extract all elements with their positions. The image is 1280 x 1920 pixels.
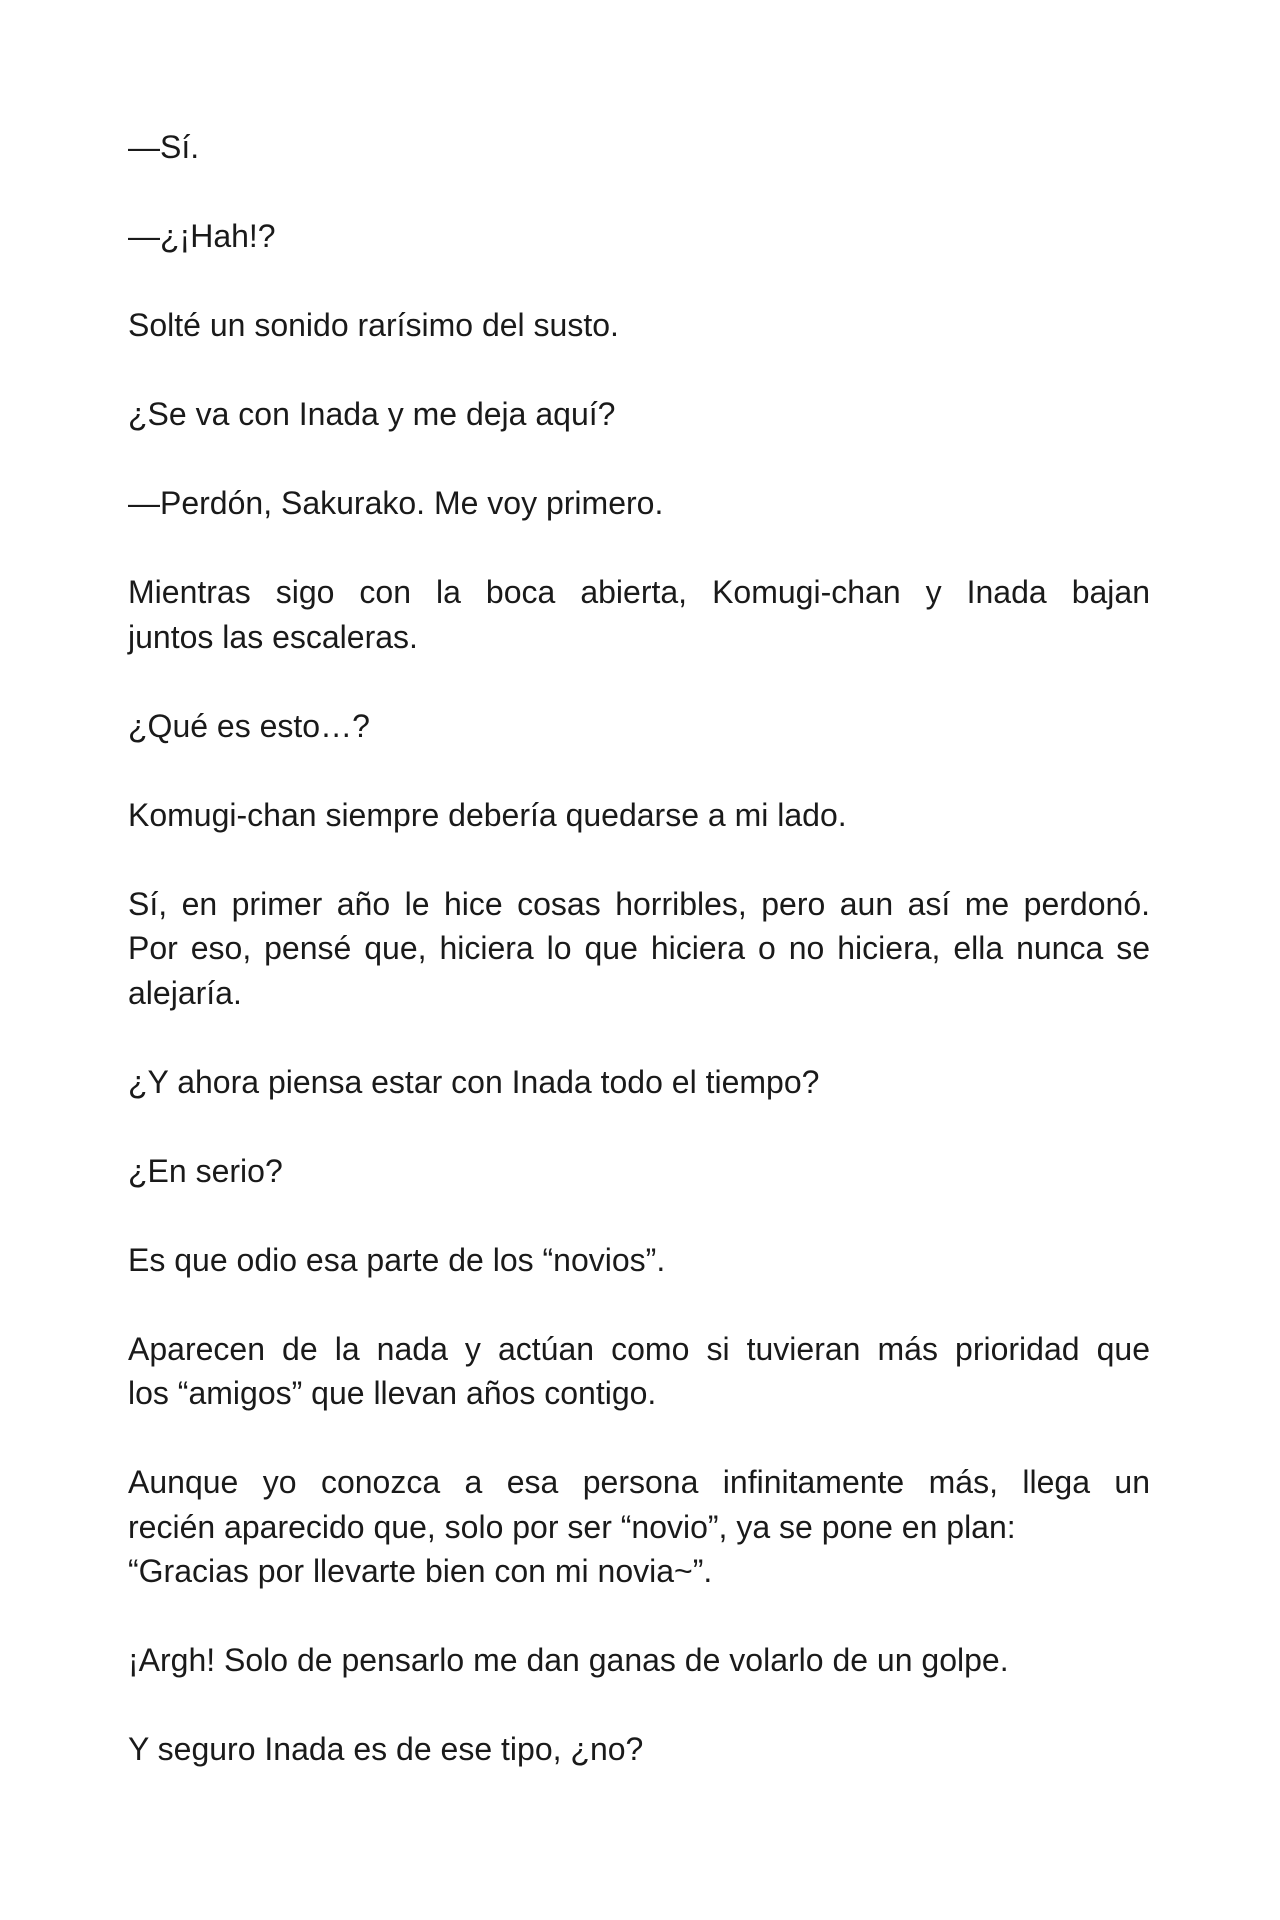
text-line: Sí, en primer año le hice cosas horribles, pero aun así me perdonó. — [128, 885, 1150, 922]
text-line: Por eso, pensé que, hiciera lo que hiciera o no hiciera, ella nunca se — [128, 930, 1150, 966]
text-line: alejaría. — [128, 974, 242, 1011]
text-line: ¿Y ahora piensa estar con Inada todo el tiempo? — [128, 1063, 820, 1100]
text-line: “Gracias por llevarte bien con mi novia~”. — [128, 1553, 713, 1589]
paragraph-16 — [128, 1727, 1150, 1772]
paragraph-4 — [128, 392, 1150, 437]
paragraph-13 — [128, 1327, 1150, 1416]
text-line: ¿Qué es esto…? — [128, 707, 370, 744]
text-line: Mientras sigo con la boca abierta, Komugi-chan y Inada bajan — [128, 574, 1150, 610]
text-line: Komugi-chan siempre debería quedarse a mi lado. — [128, 796, 847, 833]
paragraph-1 — [128, 125, 1150, 170]
text-line: los “amigos” que llevan años contigo. — [128, 1375, 657, 1411]
text-line: —¿¡Hah!? — [128, 218, 276, 254]
text-line: —Perdón, Sakurako. Me voy primero. — [128, 485, 664, 521]
text-line: Aunque yo conozca a esa persona infinitamente más, llega un — [128, 1464, 1150, 1500]
text-line: —Sí. — [128, 129, 200, 165]
text-line: ¡Argh! Solo de pensarlo me dan ganas de volarlo de un golpe. — [128, 1642, 1009, 1678]
paragraph-8 — [128, 793, 1150, 838]
paragraph-11 — [128, 1149, 1150, 1194]
text-line: Solté un sonido rarísimo del susto. — [128, 307, 619, 343]
paragraph-12 — [128, 1238, 1150, 1283]
paragraph-14 — [128, 1460, 1150, 1594]
paragraph-6 — [128, 570, 1150, 659]
paragraph-10 — [128, 1060, 1150, 1105]
text-line: Y seguro Inada es de ese tipo, ¿no? — [128, 1731, 644, 1767]
paragraph-5 — [128, 481, 1150, 526]
text-column — [128, 125, 1150, 1816]
text-line: juntos las escaleras. — [128, 618, 418, 655]
paragraph-15 — [128, 1638, 1150, 1683]
text-line: recién aparecido que, solo por ser “novio”, ya se pone en plan: — [128, 1508, 1016, 1545]
text-line: ¿En serio? — [128, 1152, 283, 1189]
text-line: ¿Se va con Inada y me deja aquí? — [128, 396, 616, 432]
paragraph-9 — [128, 882, 1150, 1016]
text-line: Es que odio esa parte de los “novios”. — [128, 1241, 666, 1278]
paragraph-3 — [128, 303, 1150, 348]
text-line: Aparecen de la nada y actúan como si tuvieran más prioridad que — [128, 1330, 1150, 1367]
paragraph-2 — [128, 214, 1150, 259]
paragraph-7 — [128, 704, 1150, 749]
